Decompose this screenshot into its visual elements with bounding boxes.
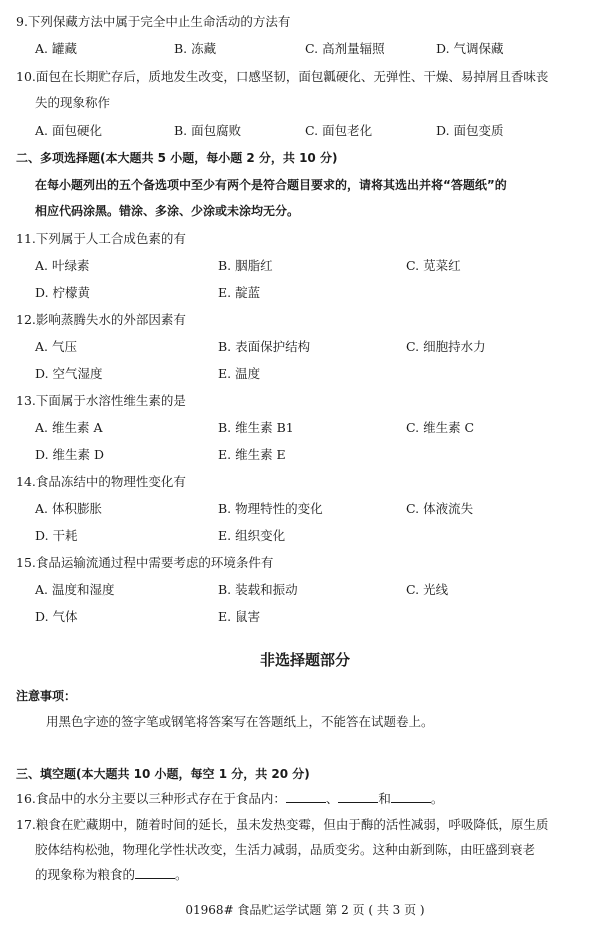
q11-option-d: D. 柠檬黄 bbox=[35, 285, 91, 300]
question-13-stem: 13.下面属于水溶性维生素的是 bbox=[16, 393, 186, 408]
question-9-stem: 9.下列保藏方法中属于完全中止生命活动的方法有 bbox=[16, 14, 291, 29]
q13-option-c: C. 维生素 C bbox=[406, 420, 475, 435]
q9-option-c: C. 高剂量辐照 bbox=[305, 41, 385, 56]
q12-option-d: D. 空气湿度 bbox=[35, 366, 103, 381]
question-15-stem: 15.食品运输流通过程中需要考虑的环境条件有 bbox=[16, 555, 274, 570]
q14-option-b: B. 物理特性的变化 bbox=[218, 501, 323, 516]
question-14-stem: 14.食品冻结中的物理性变化有 bbox=[16, 474, 186, 489]
question-10-stem-line1: 10.面包在长期贮存后，质地发生改变，口感坚韧，面包瓤硬化、无弹性、干燥、易掉屑且香味丧 bbox=[16, 69, 549, 84]
part-2-title: 非选择题部分 bbox=[259, 651, 350, 669]
q17-end: 。 bbox=[175, 867, 188, 882]
section-2-title: 二、多项选择题(本大题共 5 小题，每小题 2 分，共 10 分) bbox=[16, 151, 338, 165]
notice-label: 注意事项： bbox=[16, 689, 77, 703]
q9-option-a: A. 罐藏 bbox=[35, 41, 77, 56]
q15-option-d: D. 气体 bbox=[35, 609, 78, 624]
q17-blank bbox=[135, 866, 175, 879]
q16-sep-1: 、 bbox=[325, 791, 339, 806]
q10-option-b: B. 面包腐败 bbox=[174, 123, 242, 138]
question-12-stem: 12.影响蒸腾失水的外部因素有 bbox=[16, 312, 186, 327]
q11-option-b: B. 胭脂红 bbox=[218, 258, 273, 273]
question-17-line3 bbox=[35, 865, 188, 883]
q10-option-d: D. 面包变质 bbox=[436, 123, 504, 138]
q14-option-d: D. 干耗 bbox=[35, 528, 78, 543]
q16-prefix: 16.食品中的水分主要以三种形式存在于食品内： bbox=[16, 791, 286, 806]
q16-blank-2 bbox=[338, 790, 378, 803]
q15-option-b: B. 装载和振动 bbox=[218, 582, 298, 597]
section-2-instruction-line2: 相应代码涂黑。错涂、多涂、少涂或未涂均无分。 bbox=[35, 204, 300, 218]
q11-option-c: C. 苋菜红 bbox=[406, 258, 461, 273]
q11-option-a: A. 叶绿素 bbox=[35, 258, 90, 273]
question-16 bbox=[16, 789, 443, 807]
q15-option-c: C. 光线 bbox=[406, 582, 449, 597]
q16-end: 。 bbox=[430, 791, 444, 806]
q12-option-c: C. 细胞持水力 bbox=[406, 339, 486, 354]
q13-option-d: D. 维生素 D bbox=[35, 447, 105, 462]
question-17-line1: 17.粮食在贮藏期中，随着时间的延长，虽未发热变霉，但由于酶的活性减弱，呼吸降低，原生质 bbox=[16, 817, 549, 832]
q11-option-e: E. 靛蓝 bbox=[218, 285, 261, 300]
q13-option-a: A. 维生素 A bbox=[35, 420, 103, 435]
q10-option-c: C. 面包老化 bbox=[305, 123, 373, 138]
q10-option-a: A. 面包硬化 bbox=[35, 123, 102, 138]
q16-blank-3 bbox=[391, 790, 431, 803]
q12-option-b: B. 表面保护结构 bbox=[218, 339, 311, 354]
q16-blank-1 bbox=[286, 790, 326, 803]
q14-option-c: C. 体液流失 bbox=[406, 501, 474, 516]
q16-sep-2: 和 bbox=[378, 791, 391, 806]
q14-option-e: E. 组织变化 bbox=[218, 528, 286, 543]
q13-option-e: E. 维生素 E bbox=[218, 447, 286, 462]
question-10-stem-line2: 失的现象称作 bbox=[35, 95, 111, 110]
section-3-title: 三、填空题(本大题共 10 小题，每空 1 分，共 20 分) bbox=[16, 767, 310, 781]
page-footer: 01968# 食品贮运学试题 第 2 页 ( 共 3 页 ) bbox=[185, 903, 425, 917]
question-11-stem: 11.下列属于人工合成色素的有 bbox=[16, 231, 186, 246]
q9-option-d: D. 气调保藏 bbox=[436, 41, 504, 56]
q9-option-b: B. 冻藏 bbox=[174, 41, 217, 56]
q15-option-a: A. 温度和湿度 bbox=[35, 582, 115, 597]
q12-option-a: A. 气压 bbox=[35, 339, 77, 354]
q15-option-e: E. 鼠害 bbox=[218, 609, 261, 624]
q12-option-e: E. 温度 bbox=[218, 366, 261, 381]
q13-option-b: B. 维生素 B1 bbox=[218, 420, 294, 435]
question-17-line2: 胶体结构松弛，物理化学性状改变，生活力减弱，品质变劣。这种由新到陈，由旺盛到衰老 bbox=[35, 842, 536, 857]
notice-text: 用黑色字迹的签字笔或钢笔将答案写在答题纸上，不能答在试题卷上。 bbox=[46, 714, 434, 729]
section-2-instruction-line1: 在每小题列出的五个备选项中至少有两个是符合题目要求的，请将其选出并将“答题纸”的 bbox=[35, 178, 507, 192]
q14-option-a: A. 体积膨胀 bbox=[35, 501, 102, 516]
q17-prefix: 的现象称为粮食的 bbox=[35, 867, 136, 882]
